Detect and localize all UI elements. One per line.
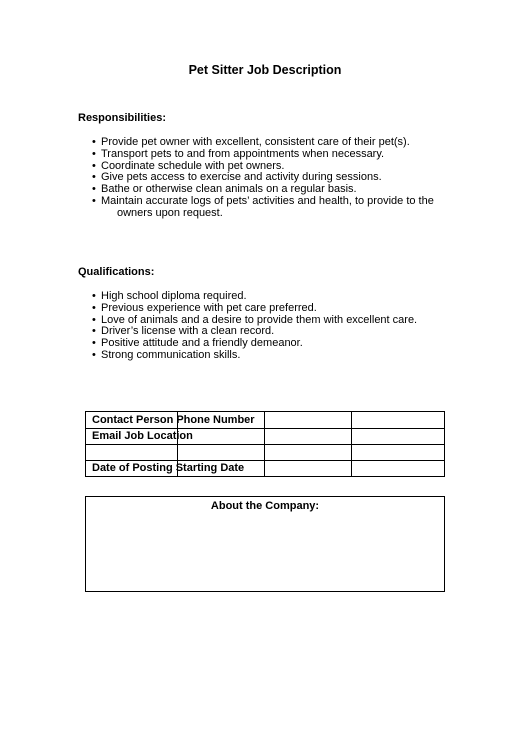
- responsibilities-heading: Responsibilities:: [78, 112, 167, 124]
- table-divider: [86, 460, 444, 461]
- table-divider: [86, 428, 444, 429]
- bullet-icon: •: [92, 159, 96, 172]
- table-row-email-location: Email Job Location: [92, 430, 193, 442]
- qualifications-heading: Qualifications:: [78, 266, 155, 278]
- contact-table: [85, 411, 445, 477]
- bullet-icon: •: [92, 136, 96, 148]
- bullet-icon: •: [92, 194, 96, 207]
- table-row-posting-start: Date of Posting Starting Date: [92, 462, 245, 474]
- list-item: • Coordinate schedule with pet owners.: [92, 159, 285, 172]
- page-title: Pet Sitter Job Description: [188, 63, 342, 77]
- list-item: • Give pets access to exercise and activity during sessions.: [92, 171, 382, 184]
- list-item: • Love of animals and a desire to provide them with excellent care.: [92, 313, 418, 326]
- bullet-icon: •: [92, 171, 96, 184]
- bullet-icon: •: [92, 147, 96, 160]
- list-item: • Transport pets to and from appointments when necessary.: [92, 147, 385, 160]
- bullet-icon: •: [92, 183, 96, 196]
- list-item: • Bathe or otherwise clean animals on a regular basis.: [92, 183, 357, 196]
- list-item: • Driver’s license with a clean record.: [92, 325, 275, 338]
- list-item: • High school diploma required.: [92, 290, 247, 302]
- list-item: • Maintain accurate logs of pets’ activities and health, to provide to the: [92, 194, 434, 207]
- bullet-icon: •: [92, 348, 96, 361]
- bullet-icon: •: [92, 337, 96, 350]
- bullet-icon: •: [92, 313, 96, 326]
- about-company-box: [85, 496, 445, 592]
- about-company-title: About the Company:: [210, 500, 320, 512]
- bullet-icon: •: [92, 301, 96, 314]
- list-item: • Provide pet owner with excellent, consistent care of their pet(s).: [92, 136, 410, 148]
- list-item: • Positive attitude and a friendly demeanor.: [92, 337, 303, 350]
- table-row-contact-phone: Contact Person Phone Number: [92, 414, 255, 426]
- bullet-icon: •: [92, 325, 96, 338]
- responsibilities-list: [92, 137, 434, 220]
- list-item: • Strong communication skills.: [92, 348, 241, 361]
- list-item-continuation: owners upon request.: [117, 206, 223, 219]
- table-divider: [86, 444, 444, 445]
- list-item: • Previous experience with pet care preferred.: [92, 301, 317, 314]
- qualifications-list: [92, 291, 417, 362]
- bullet-icon: •: [92, 290, 96, 302]
